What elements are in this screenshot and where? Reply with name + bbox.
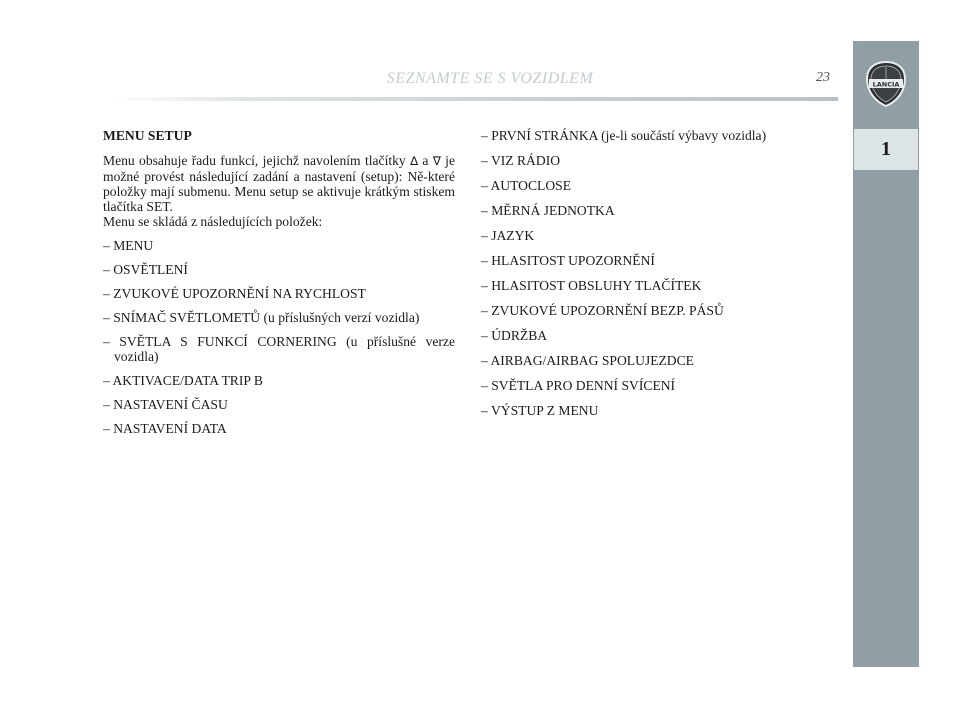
chapter-number: 1 (854, 129, 918, 170)
list-item: – VÝSTUP Z MENU (481, 403, 599, 418)
menu-items-list-right (481, 128, 821, 418)
list-item: – ÚDRŽBA (481, 328, 548, 343)
logo-text: LANCIA (872, 80, 900, 88)
list-item: – SNÍMAČ SVĚTLOMETŮ (u příslušných verzí vozidla) (103, 310, 420, 325)
list-item: – NASTAVENÍ DATA (103, 421, 227, 436)
list-item: – JAZYK (481, 228, 535, 243)
page-number: 23 (816, 70, 830, 85)
right-column (481, 128, 821, 428)
list-item: – AUTOCLOSE (481, 178, 572, 193)
arrow-down-icon: ∇ (432, 154, 441, 168)
intro-list-lead: Menu se skládá z následujících položek: (103, 214, 323, 229)
list-item: – NASTAVENÍ ČASU (103, 397, 228, 412)
list-item: – AKTIVACE/DATA TRIP B (103, 373, 263, 388)
list-item: – VIZ RÁDIO (481, 153, 561, 168)
list-item: – MĚRNÁ JEDNOTKA (481, 203, 615, 218)
list-item: – PRVNÍ STRÁNKA (je-li součástí výbavy vozidla) (481, 128, 767, 143)
menu-items-list-left (103, 238, 455, 436)
intro-paragraph (103, 153, 455, 214)
list-item: – AIRBAG/AIRBAG SPOLUJEZDCE (481, 353, 694, 368)
intro-and: a (418, 153, 433, 168)
brand-logo (853, 41, 919, 126)
section-heading: MENU SETUP (103, 128, 192, 143)
list-item: – SVĚTLA S FUNKCÍ CORNERING (u příslušné verze vozidla) (103, 334, 455, 364)
list-item: – MENU (103, 238, 154, 253)
list-item: – HLASITOST OBSLUHY TLAČÍTEK (481, 278, 702, 293)
list-item: – ZVUKOVÉ UPOZORNĚNÍ NA RYCHLOST (103, 286, 366, 301)
list-item: – SVĚTLA PRO DENNÍ SVÍCENÍ (481, 378, 676, 393)
intro-text: Menu obsahuje řadu funkcí, jejichž navolením tlačítky (103, 153, 411, 168)
list-item: – HLASITOST UPOZORNĚNÍ (481, 253, 655, 268)
list-item: – OSVĚTLENÍ (103, 262, 188, 277)
header-divider (110, 97, 838, 101)
running-header-title: SEZNAMTE SE S VOZIDLEM (386, 70, 594, 87)
left-column (103, 128, 455, 445)
list-item: – ZVUKOVÉ UPOZORNĚNÍ BEZP. PÁSŮ (481, 303, 724, 318)
lancia-shield-icon (863, 59, 909, 109)
arrow-up-icon: ∆ (410, 154, 419, 168)
intro-text-2: je možné provést následující zadání a nastavení (setup): Ně-které položky mají submenu. Menu setup se aktivuje krátkým stiskem tlačítka SET. (103, 153, 455, 214)
